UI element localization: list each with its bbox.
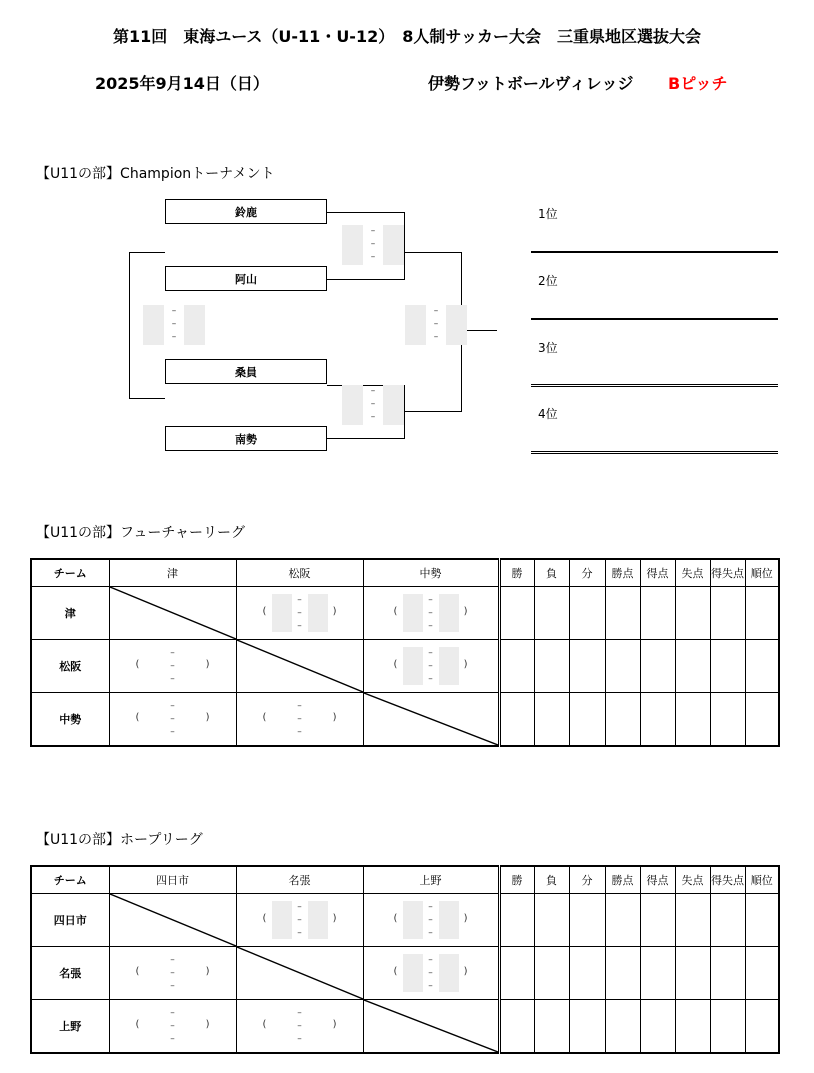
stat-cell xyxy=(675,894,710,947)
match-score-cell: ( ) – – – xyxy=(236,587,363,640)
semifinal-2-score: – – – xyxy=(342,385,404,425)
stat-cell xyxy=(640,894,675,947)
stat-cell xyxy=(745,693,779,747)
header-stat: 勝 xyxy=(499,559,534,587)
diagonal-cell xyxy=(109,587,236,640)
diagonal-cell xyxy=(363,1000,499,1054)
rank-4-label: 4位 xyxy=(538,407,558,421)
stat-cell xyxy=(569,587,605,640)
stat-cell xyxy=(605,947,640,1000)
stat-cell xyxy=(710,1000,745,1054)
third-place-score: – – – xyxy=(143,305,205,345)
match-score-cell: ( ) – – – xyxy=(363,894,499,947)
header-stat: 得点 xyxy=(640,866,675,894)
header-stat: 得点 xyxy=(640,559,675,587)
rank-3-line xyxy=(531,384,778,387)
stat-cell xyxy=(675,640,710,693)
header-stat: 分 xyxy=(569,559,605,587)
stat-cell xyxy=(640,693,675,747)
league2-table xyxy=(30,865,780,1054)
header-opponent: 上野 xyxy=(363,866,499,894)
final-score: – – – xyxy=(405,305,467,345)
bracket-line xyxy=(327,438,405,439)
league1-section-title: 【U11の部】フューチャーリーグ xyxy=(36,525,245,541)
table-row xyxy=(31,947,779,1000)
bracket-line xyxy=(327,279,405,280)
bracket-line xyxy=(129,252,130,399)
match-score-cell: ( ) – – – xyxy=(236,693,363,747)
bracket-line xyxy=(129,398,165,399)
stat-cell xyxy=(675,1000,710,1054)
header-stat: 負 xyxy=(534,559,569,587)
stat-cell xyxy=(605,693,640,747)
match-score-cell: ( ) – – – xyxy=(363,947,499,1000)
rank-4-line xyxy=(531,451,778,454)
stat-cell xyxy=(745,640,779,693)
match-score-cell: ( ) – – – xyxy=(109,947,236,1000)
bracket-team-4: 南勢 xyxy=(165,426,327,451)
diagonal-cell xyxy=(236,640,363,693)
row-team-name: 四日市 xyxy=(31,894,109,947)
table-row xyxy=(31,640,779,693)
stat-cell xyxy=(569,693,605,747)
stat-cell xyxy=(605,1000,640,1054)
stat-cell xyxy=(605,894,640,947)
stat-cell xyxy=(569,640,605,693)
bracket-team-1: 鈴鹿 xyxy=(165,199,327,224)
match-score-cell: ( ) – – – xyxy=(109,1000,236,1054)
pitch-name: Bピッチ xyxy=(668,74,728,93)
rank-2-label: 2位 xyxy=(538,274,558,288)
header-stat: 失点 xyxy=(675,866,710,894)
table-row xyxy=(31,587,779,640)
league1-table xyxy=(30,558,780,747)
row-team-name: 松阪 xyxy=(31,640,109,693)
header-stat: 分 xyxy=(569,866,605,894)
stat-cell xyxy=(499,894,534,947)
header-opponent: 松阪 xyxy=(236,559,363,587)
row-team-name: 名張 xyxy=(31,947,109,1000)
stat-cell xyxy=(569,894,605,947)
rank-1-label: 1位 xyxy=(538,207,558,221)
diagonal-cell xyxy=(363,693,499,747)
bracket-line xyxy=(404,385,405,439)
bracket-line xyxy=(404,411,462,412)
bracket-line xyxy=(327,212,405,213)
header-opponent: 名張 xyxy=(236,866,363,894)
header-row xyxy=(31,866,779,894)
stat-cell xyxy=(605,587,640,640)
stat-cell xyxy=(499,640,534,693)
semifinal-1-score: – – – xyxy=(342,225,404,265)
stat-cell xyxy=(499,947,534,1000)
tournament-title: 第11回 東海ユース（U-11・U-12） 8人制サッカー大会 三重県地区選抜大会 xyxy=(112,27,702,46)
header-opponent: 津 xyxy=(109,559,236,587)
stat-cell xyxy=(534,947,569,1000)
table-row xyxy=(31,894,779,947)
header-stat: 勝点 xyxy=(605,866,640,894)
header-stat: 順位 xyxy=(745,559,779,587)
stat-cell xyxy=(569,1000,605,1054)
header-stat: 勝 xyxy=(499,866,534,894)
header-stat: 得失点 xyxy=(710,866,745,894)
row-team-name: 中勢 xyxy=(31,693,109,747)
row-team-name: 上野 xyxy=(31,1000,109,1054)
table-row xyxy=(31,1000,779,1054)
match-score-cell: ( ) – – – xyxy=(109,640,236,693)
stat-cell xyxy=(499,587,534,640)
table-row xyxy=(31,693,779,747)
rank-2-line xyxy=(531,318,778,320)
bracket-line xyxy=(404,252,462,253)
stat-cell xyxy=(640,947,675,1000)
match-score-cell: ( ) – – – xyxy=(236,1000,363,1054)
header-row xyxy=(31,559,779,587)
league2-section-title: 【U11の部】ホープリーグ xyxy=(36,832,203,848)
match-score-cell: ( ) – – – xyxy=(363,640,499,693)
venue-name: 伊勢フットボールヴィレッジ xyxy=(428,74,634,93)
stat-cell xyxy=(710,693,745,747)
stat-cell xyxy=(534,693,569,747)
bracket-team-2: 阿山 xyxy=(165,266,327,291)
stat-cell xyxy=(710,947,745,1000)
stat-cell xyxy=(534,894,569,947)
rank-1-line xyxy=(531,251,778,253)
bracket-line xyxy=(404,212,405,280)
stat-cell xyxy=(745,947,779,1000)
stat-cell xyxy=(640,640,675,693)
stat-cell xyxy=(534,587,569,640)
stat-cell xyxy=(534,640,569,693)
stat-cell xyxy=(675,587,710,640)
match-score-cell: ( ) – – – xyxy=(363,587,499,640)
stat-cell xyxy=(640,587,675,640)
header-team: チーム xyxy=(31,559,109,587)
match-score-cell: ( ) – – – xyxy=(109,693,236,747)
header-stat: 勝点 xyxy=(605,559,640,587)
stat-cell xyxy=(605,640,640,693)
stat-cell xyxy=(640,1000,675,1054)
stat-cell xyxy=(710,894,745,947)
rank-3-label: 3位 xyxy=(538,341,558,355)
stat-cell xyxy=(675,947,710,1000)
bracket-line xyxy=(129,252,165,253)
diagonal-cell xyxy=(109,894,236,947)
stat-cell xyxy=(745,587,779,640)
header-team: チーム xyxy=(31,866,109,894)
stat-cell xyxy=(499,1000,534,1054)
header-opponent: 四日市 xyxy=(109,866,236,894)
tournament-section-title: 【U11の部】Championトーナメント xyxy=(36,166,275,182)
stat-cell xyxy=(569,947,605,1000)
header-stat: 得失点 xyxy=(710,559,745,587)
stat-cell xyxy=(499,693,534,747)
row-team-name: 津 xyxy=(31,587,109,640)
bracket-team-3: 桑員 xyxy=(165,359,327,384)
header-stat: 順位 xyxy=(745,866,779,894)
stat-cell xyxy=(534,1000,569,1054)
match-score-cell: ( ) – – – xyxy=(236,894,363,947)
diagonal-cell xyxy=(236,947,363,1000)
stat-cell xyxy=(710,640,745,693)
event-date: 2025年9月14日（日） xyxy=(95,74,269,93)
header-stat: 負 xyxy=(534,866,569,894)
header-opponent: 中勢 xyxy=(363,559,499,587)
stat-cell xyxy=(745,1000,779,1054)
stat-cell xyxy=(675,693,710,747)
stat-cell xyxy=(745,894,779,947)
header-stat: 失点 xyxy=(675,559,710,587)
stat-cell xyxy=(710,587,745,640)
